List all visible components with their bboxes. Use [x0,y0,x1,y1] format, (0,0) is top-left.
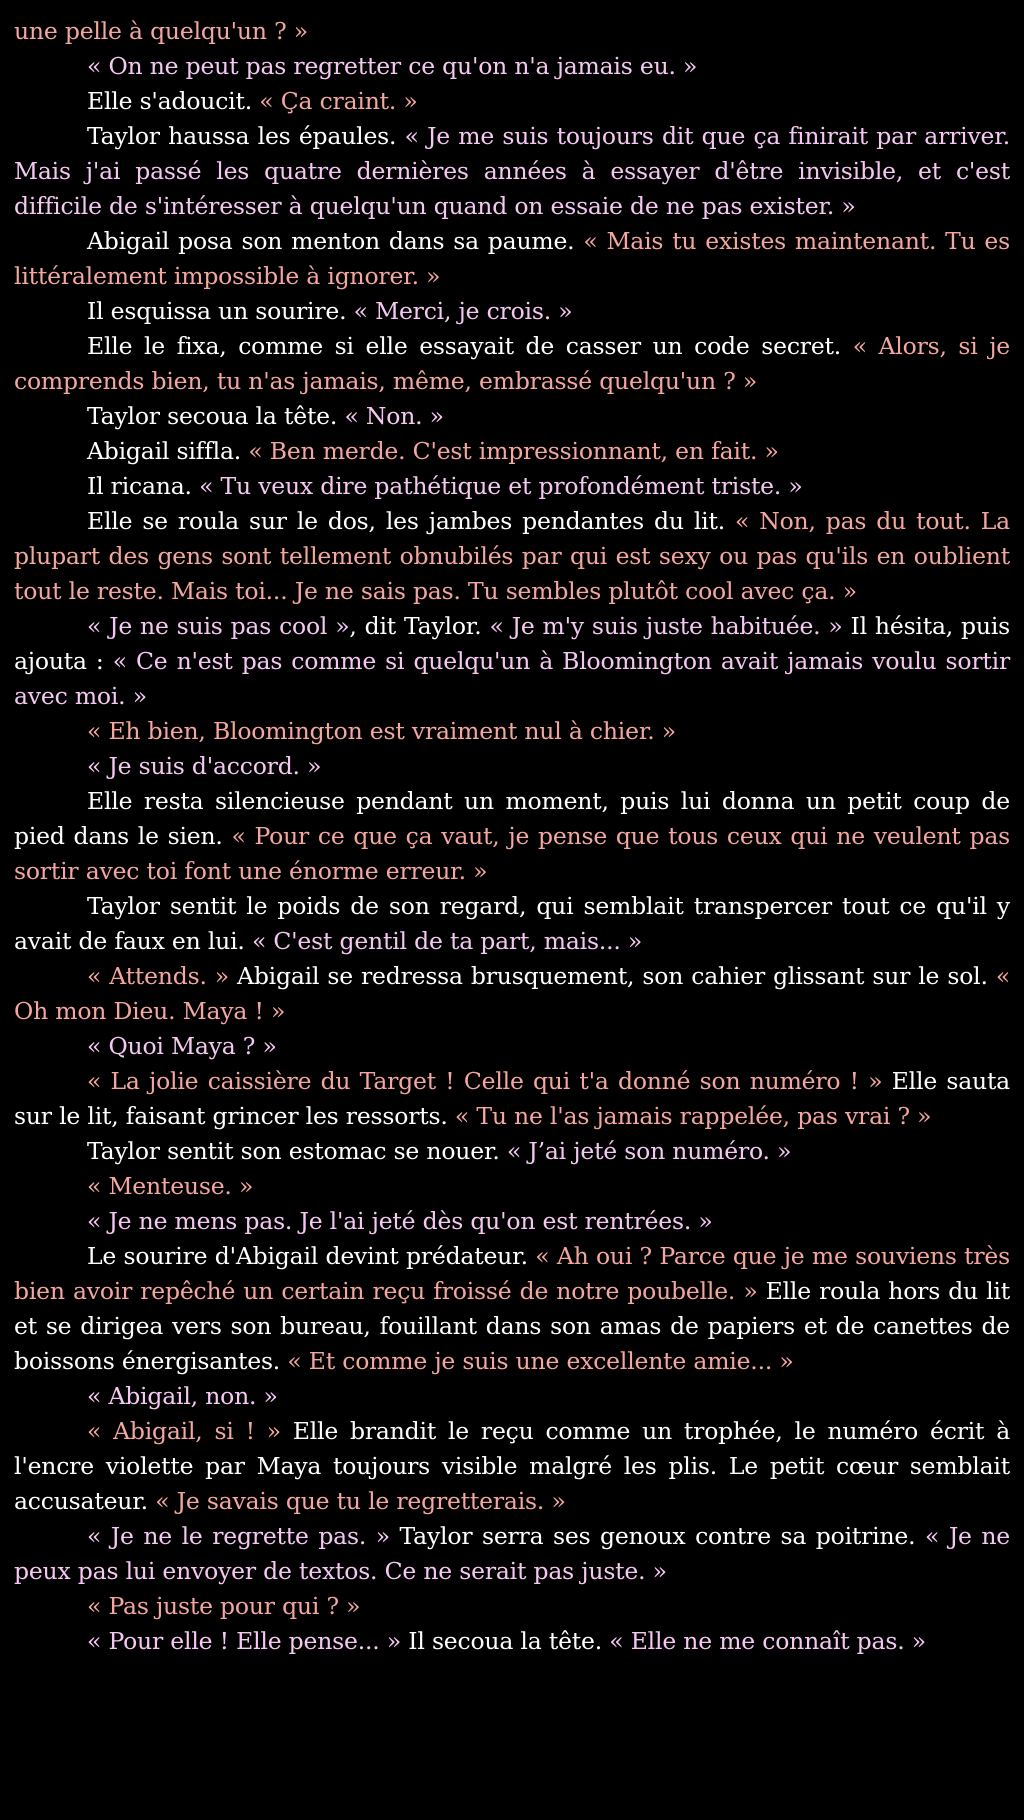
narration-text: Taylor sentit le poids de son regard, qui semblait transpercer tout ce qu'il y avait de faux en lui. [14,892,1010,955]
taylor-dialogue: « Quoi Maya ? » [87,1032,277,1060]
narration-text: Il ricana. [87,472,200,500]
taylor-dialogue: « Je m'y suis juste habituée. » [489,612,843,640]
taylor-dialogue: « Ce n'est pas comme si quelqu'un à Bloomington avait jamais voulu sortir avec moi. » [14,647,1010,710]
narration-text: Elle roula hors du lit et se dirigea vers son bureau, fouillant dans son amas de papiers et de canettes de boissons énergisantes. [14,1277,1010,1375]
story-paragraph [14,1414,1010,1519]
abigail-dialogue: « Et comme je suis une excellente amie... » [287,1347,794,1375]
story-paragraph [14,1204,1010,1239]
narration-text: Taylor sentit son estomac se nouer. [87,1137,507,1165]
story-paragraph [14,609,1010,714]
taylor-dialogue: « Je ne peux pas lui envoyer de textos. Ce ne serait pas juste. » [14,1522,1010,1585]
narration-text: Taylor haussa les épaules. [87,122,405,150]
story-paragraph [14,469,1010,504]
narration-text: Il hésita, puis ajouta : [14,612,1010,675]
taylor-dialogue: « Abigail, non. » [87,1382,278,1410]
taylor-dialogue: « Elle ne me connaît pas. » [609,1627,926,1655]
narration-text: Elle s'adoucit. [87,87,260,115]
story-paragraph [14,1379,1010,1414]
abigail-dialogue: « Eh bien, Bloomington est vraiment nul à chier. » [87,717,676,745]
taylor-dialogue: « Pour elle ! Elle pense... » [87,1627,401,1655]
narration-text: Il esquissa un sourire. [87,297,354,325]
story-paragraph [14,889,1010,959]
abigail-dialogue: « La jolie caissière du Target ! Celle qui t'a donné son numéro ! » [87,1067,883,1095]
taylor-dialogue: « Tu veux dire pathétique et profondément triste. » [199,472,803,500]
taylor-dialogue: « C'est gentil de ta part, mais... » [251,927,643,955]
narration-text: Taylor secoua la tête. [87,402,345,430]
narration-text: Elle sauta sur le lit, faisant grincer les ressorts. [14,1067,1010,1130]
story-paragraph [14,1169,1010,1204]
story-paragraph [14,1624,1010,1659]
story-paragraph [14,224,1010,294]
story-paragraph [14,1519,1010,1589]
story-paragraph [14,749,1010,784]
story-paragraph [14,399,1010,434]
abigail-dialogue: « Ah oui ? Parce que je me souviens très bien avoir repêché un certain reçu froissé de notre poubelle. » [14,1242,1010,1305]
narration-text: Il secoua la tête. [401,1627,610,1655]
taylor-dialogue: « Je ne le regrette pas. » [87,1522,390,1550]
story-paragraph [14,14,1010,49]
abigail-dialogue: « Oh mon Dieu. Maya ! » [14,962,1010,1025]
abigail-dialogue: « Pas juste pour qui ? » [87,1592,361,1620]
taylor-dialogue: « Merci, je crois. » [353,297,573,325]
narration-text: Abigail siffla. [87,437,249,465]
story-paragraph [14,329,1010,399]
narration-text: Elle brandit le reçu comme un trophée, le numéro écrit à l'encre violette par Maya toujours visible malgré les plis. Le petit cœur semblait accusateur. [14,1417,1011,1515]
narration-text: , dit Taylor. [349,612,490,640]
taylor-dialogue: « Je ne suis pas cool » [87,612,350,640]
abigail-dialogue: « Alors, si je comprends bien, tu n'as jamais, même, embrassé quelqu'un ? » [14,332,1011,395]
story-paragraph [14,959,1010,1029]
story-paragraph [14,504,1010,609]
story-paragraph [14,1029,1010,1064]
story-paragraph [14,434,1010,469]
story-paragraph [14,84,1010,119]
taylor-dialogue: « Je ne mens pas. Je l'ai jeté dès qu'on est rentrées. » [87,1207,713,1235]
story-paragraph [14,119,1010,224]
taylor-dialogue: « Je suis d'accord. » [87,752,322,780]
taylor-dialogue: « On ne peut pas regretter ce qu'on n'a jamais eu. » [87,52,698,80]
narration-text: Taylor serra ses genoux contre sa poitrine. [389,1522,926,1550]
story-paragraph [14,49,1010,84]
narration-text: Abigail posa son menton dans sa paume. [87,227,584,255]
abigail-dialogue: « Abigail, si ! » [87,1417,281,1445]
narration-text: Elle resta silencieuse pendant un moment, puis lui donna un petit coup de pied dans le sien. [14,787,1010,850]
abigail-dialogue: « Attends. » [87,962,229,990]
abigail-dialogue: « Je savais que tu le regretterais. » [155,1487,566,1515]
taylor-dialogue: « J’ai jeté son numéro. » [506,1137,792,1165]
narration-text: Le sourire d'Abigail devint prédateur. [87,1242,536,1270]
story-paragraph [14,784,1010,889]
abigail-dialogue: « Ben merde. C'est impressionnant, en fait. » [248,437,779,465]
story-paragraph [14,1134,1010,1169]
narration-text: Elle se roula sur le dos, les jambes pendantes du lit. [87,507,736,535]
abigail-dialogue: « Pour ce que ça vaut, je pense que tous ceux qui ne veulent pas sortir avec toi font une énorme erreur. » [14,822,1010,885]
abigail-dialogue: « Mais tu existes maintenant. Tu es littéralement impossible à ignorer. » [14,227,1010,290]
abigail-dialogue: « Ça craint. » [259,87,418,115]
story-paragraph [14,1589,1010,1624]
abigail-dialogue: « Menteuse. » [87,1172,254,1200]
narration-text: Elle le fixa, comme si elle essayait de casser un code secret. [87,332,853,360]
story-paragraph [14,714,1010,749]
taylor-dialogue: « Je me suis toujours dit que ça finirait par arriver. Mais j'ai passé les quatre dernières années à essayer d'être invisible, et c'est difficile de s'intéresser à quelqu'un quand on essaie de ne pas exister. » [14,122,1010,220]
abigail-dialogue: une pelle à quelqu'un ? » [14,17,308,45]
narration-text: Abigail se redressa brusquement, son cahier glissant sur le sol. [228,962,996,990]
story-paragraph [14,1064,1010,1134]
story-paragraph [14,1239,1010,1379]
story-paragraph [14,294,1010,329]
taylor-dialogue: « Non. » [344,402,444,430]
abigail-dialogue: « Non, pas du tout. La plupart des gens sont tellement obnubilés par qui est sexy ou pas qu'ils en oublient tout le reste. Mais toi... Je ne sais pas. Tu sembles plutôt cool avec ça. » [14,507,1010,605]
abigail-dialogue: « Tu ne l'as jamais rappelée, pas vrai ? » [454,1102,932,1130]
